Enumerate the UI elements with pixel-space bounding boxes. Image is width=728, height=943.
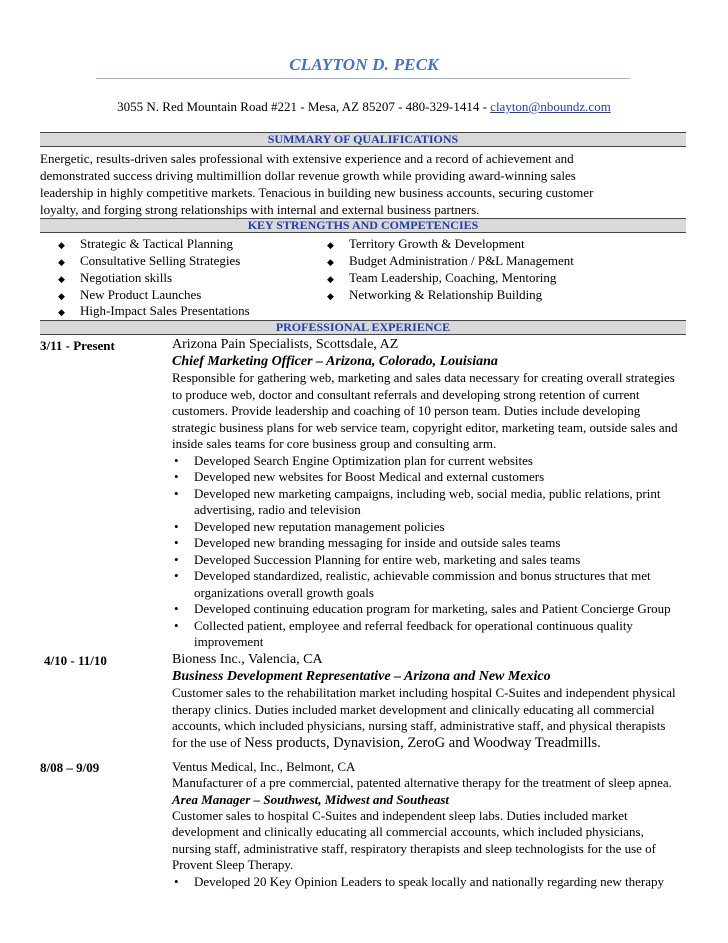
job-title: Area Manager – Southwest, Midwest and Southeast xyxy=(172,791,450,807)
name-divider xyxy=(96,78,630,79)
strength-item: Team Leadership, Coaching, Mentoring xyxy=(349,270,557,285)
bullet-icon: • xyxy=(174,601,179,616)
contact-address: 3055 N. Red Mountain Road #221 - Mesa, AZ 85207 - 480-329-1414 - xyxy=(117,99,491,114)
summary-text xyxy=(40,150,690,218)
job-description-line: development and clinically educating all commercial accounts, which included physicians, xyxy=(172,824,644,839)
section-header-summary: SUMMARY OF QUALIFICATIONS xyxy=(40,132,686,147)
job-description-line: to produce web, doctor and consultant referrals and developing strong retention of current xyxy=(172,386,640,402)
job-description xyxy=(172,370,692,453)
job-description-line: accounts, which included physicians, nursing staff, administrative staff, and physical therapists xyxy=(172,718,666,733)
job-bullet-list xyxy=(172,874,692,891)
diamond-bullet-icon: ◆ xyxy=(58,307,65,317)
job-description-line: nursing staff, administrative staff, respiratory therapists and sleep technologists for the use of xyxy=(172,840,657,856)
list-item: • Collected patient, employee and referral feedback for operational continuous quality improvement xyxy=(174,617,633,649)
job-description-line: customers. Provide leadership and coaching of 10 person team. Duties include developing xyxy=(172,403,641,418)
bullet-icon: • xyxy=(174,617,179,633)
email-link[interactable]: clayton@nboundz.com xyxy=(490,99,611,114)
job-description-line: Customer sales to hospital C-Suites and independent sleep labs. Duties included market xyxy=(172,807,628,823)
diamond-bullet-icon: ◆ xyxy=(327,274,334,284)
job-entry xyxy=(172,759,692,890)
job-entry xyxy=(172,651,692,751)
contact-line xyxy=(0,99,728,115)
job-description-line: Customer sales to the rehabilitation market including hospital C-Suites and independent physical xyxy=(172,685,676,700)
list-item: • Developed continuing education program for marketing, sales and Patient Concierge Group xyxy=(174,601,671,616)
bullet-icon: • xyxy=(174,568,179,583)
diamond-bullet-icon: ◆ xyxy=(327,240,334,250)
diamond-bullet-icon: ◆ xyxy=(58,257,65,267)
bullet-icon: • xyxy=(174,452,179,468)
job-company: Ventus Medical, Inc., Belmont, CA xyxy=(172,759,356,774)
job-bullet-list xyxy=(172,453,692,651)
strength-item: Strategic & Tactical Planning xyxy=(80,236,234,251)
list-item: • Developed Succession Planning for entire web, marketing and sales teams xyxy=(174,551,581,567)
candidate-name: CLAYTON D. PECK xyxy=(289,55,439,74)
job-description-line: therapy clinics. Duties included market development and clinically educating all commercial xyxy=(172,701,655,717)
summary-line: demonstrated success driving multimillion dollar revenue growth while providing award-winning sales xyxy=(40,168,576,183)
strength-item: New Product Launches xyxy=(80,287,202,302)
list-item: • Developed new reputation management policies xyxy=(174,518,445,534)
job-description xyxy=(172,685,692,751)
strength-item: Networking & Relationship Building xyxy=(349,287,543,302)
list-item: • Developed new websites for Boost Medical and external customers xyxy=(174,469,545,484)
job-entry xyxy=(172,336,692,651)
job-title: Chief Marketing Officer – Arizona, Colorado, Louisiana xyxy=(172,354,498,369)
job-description-line: Provent Sleep Therapy. xyxy=(172,857,294,872)
job-dates: 8/08 – 9/09 xyxy=(40,760,100,775)
job-description-line: Responsible for gathering web, marketing and sales data necessary for creating overall strategies xyxy=(172,370,675,385)
diamond-bullet-icon: ◆ xyxy=(58,274,65,284)
bullet-icon: • xyxy=(174,518,179,534)
job-description xyxy=(172,808,692,874)
summary-line: loyalty, and forging strong relationships with internal and external business partners. xyxy=(40,202,480,217)
section-header-strengths: KEY STRENGTHS AND COMPETENCIES xyxy=(40,218,686,233)
bullet-icon: • xyxy=(174,535,179,550)
list-item: • Developed new marketing campaigns, including web, social media, public relations, print advertising, radio and television xyxy=(174,485,661,517)
job-title: Business Development Representative – Arizona and New Mexico xyxy=(172,669,551,684)
strength-item: Budget Administration / P&L Management xyxy=(349,253,574,268)
job-description-line: inside sales teams for core business group and consulting arm. xyxy=(172,436,497,451)
diamond-bullet-icon: ◆ xyxy=(327,257,334,267)
company-intro: Manufacturer of a pre commercial, patented alternative therapy for the treatment of sleep apnea. xyxy=(172,775,672,790)
strength-item: Territory Growth & Development xyxy=(349,236,525,251)
list-item: • Developed standardized, realistic, achievable commission and bonus structures that met organizations overall growth goals xyxy=(174,568,651,600)
diamond-bullet-icon: ◆ xyxy=(327,291,334,301)
list-item: • Developed Search Engine Optimization plan for current websites xyxy=(174,452,533,468)
job-dates: 3/11 - Present xyxy=(40,338,115,353)
strength-item: High-Impact Sales Presentations xyxy=(80,303,250,318)
bullet-icon: • xyxy=(174,873,179,889)
job-dates: 4/10 - 11/10 xyxy=(44,653,107,668)
job-company: Bioness Inc., Valencia, CA xyxy=(172,652,323,667)
diamond-bullet-icon: ◆ xyxy=(58,291,65,301)
job-description-line: strategic business plans for web service team, copyright editor, marketing team, outside sales and xyxy=(172,419,678,435)
section-header-experience: PROFESSIONAL EXPERIENCE xyxy=(40,320,686,335)
strength-item: Negotiation skills xyxy=(80,270,173,285)
list-item: • Developed new branding messaging for inside and outside sales teams xyxy=(174,535,561,550)
job-company: Arizona Pain Specialists, Scottsdale, AZ xyxy=(172,337,399,352)
diamond-bullet-icon: ◆ xyxy=(58,240,65,250)
strength-item: Consultative Selling Strategies xyxy=(80,253,241,268)
bullet-icon: • xyxy=(174,469,179,484)
bullet-icon: • xyxy=(174,551,179,567)
job-description-line: for the use of Ness products, Dynavision, ZeroG and Woodway Treadmills. xyxy=(172,734,601,751)
summary-line: leadership in highly competitive markets. Tenacious in building new business accounts, securing customer xyxy=(40,185,594,200)
bullet-icon: • xyxy=(174,485,179,501)
summary-line: Energetic, results-driven sales professional with extensive experience and a record of achievement and xyxy=(40,151,574,166)
list-item: • Developed 20 Key Opinion Leaders to speak locally and nationally regarding new therapy xyxy=(174,873,665,889)
